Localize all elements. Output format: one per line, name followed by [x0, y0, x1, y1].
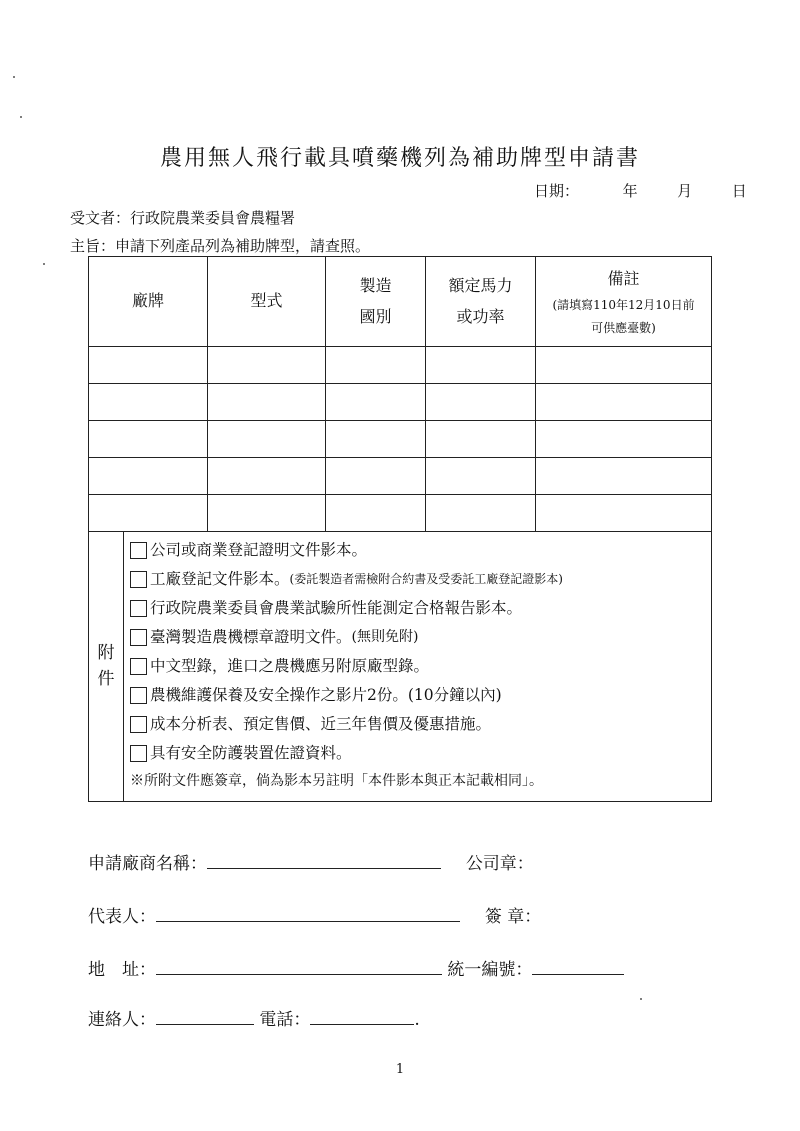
representative-label: 代表人：: [88, 907, 156, 927]
attachments-label: [89, 532, 124, 802]
contact-label: 連絡人：: [88, 1010, 156, 1030]
address-field[interactable]: [156, 956, 442, 975]
attachment-text: 行政院農業委員會農業試驗所性能測定合格報告影本。: [150, 599, 523, 617]
cell-brand[interactable]: [89, 458, 208, 495]
attachment-text: 公司或商業登記證明文件影本。: [150, 541, 368, 559]
product-table: [88, 256, 712, 802]
recipient-line: 受文者：行政院農業委員會農糧署: [70, 209, 296, 227]
attachments-row: [89, 532, 712, 802]
header-country: [326, 257, 426, 347]
cell-brand[interactable]: [89, 495, 208, 532]
attachments-note: ※所附文件應簽章，倘為影本另註明「本件影本與正本記載相同」。: [130, 773, 543, 789]
header-power: [426, 257, 536, 347]
table-row: [89, 384, 712, 421]
table-row: [89, 347, 712, 384]
attachment-text: 農機維護保養及安全操作之影片2份。(10分鐘以內): [150, 686, 502, 704]
attachment-item[interactable]: [130, 536, 711, 565]
cell-brand[interactable]: [89, 347, 208, 384]
cell-power[interactable]: [426, 495, 536, 532]
header-note: [536, 257, 712, 347]
phone-end-mark: .: [414, 1010, 420, 1030]
tax-id-label: 統一編號：: [447, 960, 533, 980]
attachments-list: [124, 532, 712, 802]
cell-model[interactable]: [208, 421, 326, 458]
attachment-text: 成本分析表、預定售價、近三年售價及優惠措施。: [150, 715, 492, 733]
address-label: 地 址：: [88, 960, 156, 980]
cell-country[interactable]: [326, 421, 426, 458]
cell-note[interactable]: [536, 384, 712, 421]
cell-model[interactable]: [208, 495, 326, 532]
scan-speck: [640, 998, 642, 1000]
header-model: 型式: [208, 257, 326, 347]
cell-model[interactable]: [208, 458, 326, 495]
attachment-item[interactable]: [130, 565, 711, 594]
header-brand: 廠牌: [89, 257, 208, 347]
attachment-text: 具有安全防護裝置佐證資料。: [150, 744, 352, 762]
attachment-small-note: (無則免附): [351, 629, 419, 645]
cell-country[interactable]: [326, 384, 426, 421]
checkbox-icon[interactable]: [130, 571, 147, 588]
checkbox-icon[interactable]: [130, 658, 147, 675]
company-name-line: [88, 849, 534, 874]
table-header-row: [89, 257, 712, 347]
checkbox-icon[interactable]: [130, 600, 147, 617]
cell-country[interactable]: [326, 347, 426, 384]
attachment-text: 工廠登記文件影本。: [150, 570, 290, 588]
date-day: 日: [731, 182, 747, 200]
attachment-item[interactable]: [130, 594, 711, 623]
attachment-item[interactable]: [130, 710, 711, 739]
phone-label: 電話：: [259, 1010, 311, 1030]
scan-speck: [43, 263, 45, 265]
address-line: [88, 955, 624, 980]
header-note-sub2: 可供應臺數): [591, 320, 656, 335]
checkbox-icon[interactable]: [130, 542, 147, 559]
attachment-text: 中文型錄，進口之農機應另附原廠型錄。: [150, 657, 430, 675]
header-note-title: 備註: [607, 268, 640, 288]
cell-note[interactable]: [536, 495, 712, 532]
date-line: [534, 180, 747, 201]
checkbox-icon[interactable]: [130, 687, 147, 704]
attachment-small-note: (委託製造者需檢附合約書及受委託工廠登記證影本): [289, 572, 563, 586]
checkbox-icon[interactable]: [130, 629, 147, 646]
date-label: 日期：: [534, 182, 580, 200]
cell-model[interactable]: [208, 347, 326, 384]
header-note-sub1: (請填寫110年12月10日前: [552, 297, 695, 312]
phone-field[interactable]: [310, 1006, 414, 1025]
company-name-label: 申請廠商名稱：: [88, 854, 207, 874]
document-title: 農用無人飛行載具噴藥機列為補助牌型申請書: [159, 146, 640, 171]
tax-id-field[interactable]: [532, 956, 624, 975]
scan-speck: [20, 116, 22, 118]
cell-power[interactable]: [426, 384, 536, 421]
company-name-field[interactable]: [207, 850, 441, 869]
cell-model[interactable]: [208, 384, 326, 421]
page-number: 1: [395, 1062, 405, 1077]
cell-brand[interactable]: [89, 384, 208, 421]
header-power-line1: 額定馬力: [448, 276, 513, 296]
cell-country[interactable]: [326, 495, 426, 532]
cell-power[interactable]: [426, 421, 536, 458]
attachment-item[interactable]: [130, 681, 711, 710]
checkbox-icon[interactable]: [130, 716, 147, 733]
attachment-item[interactable]: [130, 623, 711, 652]
cell-power[interactable]: [426, 458, 536, 495]
attachment-item[interactable]: [130, 739, 711, 768]
checkbox-icon[interactable]: [130, 745, 147, 762]
representative-field[interactable]: [156, 903, 460, 922]
table-row: [89, 421, 712, 458]
cell-note[interactable]: [536, 458, 712, 495]
cell-country[interactable]: [326, 458, 426, 495]
subject-line: 主旨：申請下列產品列為補助牌型，請查照。: [70, 237, 371, 255]
table-row: [89, 458, 712, 495]
attachment-item[interactable]: [130, 652, 711, 681]
table-row: [89, 495, 712, 532]
contact-field[interactable]: [156, 1006, 254, 1025]
header-country-line2: 國別: [359, 306, 392, 326]
contact-line: [88, 1005, 420, 1030]
attachment-text: 臺灣製造農機標章證明文件。: [150, 628, 352, 646]
header-country-line1: 製造: [359, 276, 392, 296]
signature-seal-label: 簽 章：: [484, 907, 542, 927]
date-month: 月: [677, 182, 693, 200]
representative-line: [88, 902, 541, 927]
cell-note[interactable]: [536, 347, 712, 384]
attachments-label-line2: 件: [97, 668, 115, 689]
cell-power[interactable]: [426, 347, 536, 384]
attachments-label-line1: 附: [97, 643, 115, 663]
date-year: 年: [622, 182, 638, 200]
header-power-line2: 或功率: [456, 306, 505, 326]
cell-note[interactable]: [536, 421, 712, 458]
scan-speck: [13, 76, 15, 78]
company-seal-label: 公司章：: [465, 854, 534, 874]
cell-brand[interactable]: [89, 421, 208, 458]
